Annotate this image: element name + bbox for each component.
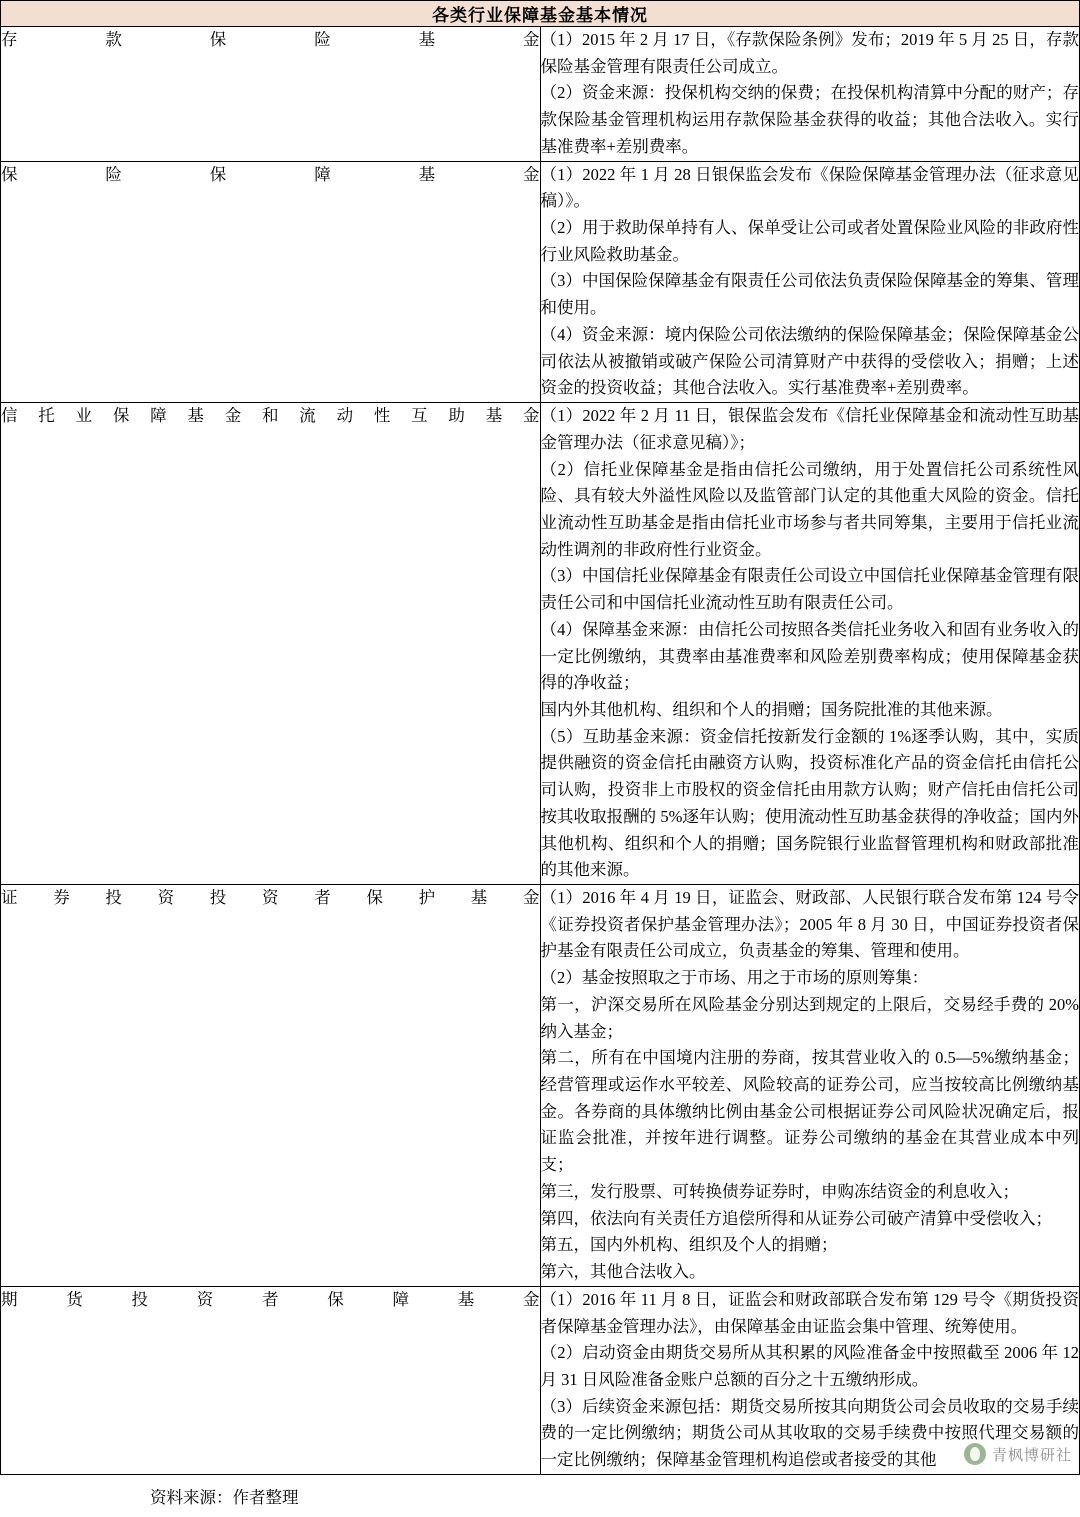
table-row [1,161,1080,402]
content-paragraph: 第二，所有在中国境内注册的券商，按其营业收入的 0.5—5%缴纳基金；经营管理或运作水平较差、风险较高的证券公司，应当按较高比例缴纳基金。各券商的具体缴纳比例由基金公司根据证券公司风险状况确定后，报证监会批准，并按年进行调整。证券公司缴纳的基金在其营业成本中列支； [540,1048,1079,1175]
table-row [1,885,1080,1287]
row-label-deposit-insurance-fund [1,27,541,162]
content-paragraph: 第六，其他合法收入。 [540,1262,706,1282]
source-note: 资料来源：作者整理 [150,1487,299,1507]
row-label-trust-security-fund [1,403,541,885]
row-label-text: 证券投资投资者保护基金 [1,888,540,907]
content-paragraph: （1）2015 年 2 月 17 日，《存款保险条例》发布；2019 年 5 月 25 日，存款保险基金管理有限责任公司成立。 [540,30,1079,76]
content-paragraph: （3）中国信托业保障基金有限责任公司设立中国信托业保障基金管理有限责任公司和中国信托业流动性互助有限责任公司。 [540,566,1079,613]
content-paragraph: （2）资金来源：投保机构交纳的保费；在投保机构清算中分配的财产；存款保险基金管理机构运用存款保险基金获得的收益；其他合法收入。实行基准费率+差别费率。 [540,83,1079,156]
row-label-text: 期货投资者保障基金 [1,1289,540,1309]
row-label-text: 存款保险基金 [1,30,540,49]
row-label-securities-investor-protection-fund [1,885,541,1287]
table-row [1,1286,1080,1474]
table-title-row [1,1,1080,27]
content-paragraph: （2）信托业保障基金是指由信托公司缴纳，用于处置信托公司系统性风险、具有较大外溢性风险以及监管部门认定的其他重大风险的资金。信托业流动性互助基金是指由信托业市场参与者共同筹集，主要用于信托业流动性调剂的非政府性行业资金。 [540,459,1079,559]
page-title: 各类行业保障基金基本情况 [1,1,1080,27]
content-paragraph: （5）互助基金来源：资金信托按新发行金额的 1%逐季认购，其中，实质提供融资的资金信托由融资方认购，投资标准化产品的资金信托由信托公司认购，投资非上市股权的资金信托由用款方认购；财产信托由信托公司按其收取报酬的 5%逐年认购；使用流动性互助基金获得的净收益；国内外其他机构、组织和个人的捐赠；国务院银行业监督管理机构和财政部批准的其他来源。 [540,726,1079,880]
row-label-futures-investor-security-fund [1,1286,541,1474]
content-paragraph: 第一，沪深交易所在风险基金分别达到规定的上限后，交易经手费的 20%纳入基金； [540,994,1079,1041]
table-row [1,27,1080,162]
content-paragraph: （4）资金来源：境内保险公司依法缴纳的保险保障基金；保险保障基金公司依法从被撤销或破产保险公司清算财产中获得的受偿收入；捐赠；上述资金的投资收益；其他合法收入。实行基准费率+差别费率。 [540,324,1079,398]
table-row [1,403,1080,885]
row-label-insurance-security-fund [1,161,541,402]
content-paragraph: （2）基金按照取之于市场、用之于市场的原则筹集： [540,968,929,988]
row-content-securities-investor-protection-fund [540,885,1080,1287]
content-paragraph: （3）中国保险保障基金有限责任公司依法负责保险保障基金的筹集、管理和使用。 [540,271,1079,318]
content-paragraph: （4）保障基金来源：由信托公司按照各类信托业务收入和固有业务收入的一定比例缴纳，其费率由基准费率和风险差别费率构成；使用保障基金获得的净收益； [540,619,1079,693]
content-paragraph: （2）用于救助保单持有人、保单受让公司或者处置保险业风险的非政府性行业风险救助基金。 [540,218,1079,264]
content-paragraph: （3）后续资金来源包括：期货交易所按其向期货公司会员收取的交易手续费的一定比例缴纳；期货公司从其收取的交易手续费中按照代理交易额的一定比例缴纳；保障基金管理机构追偿或者接受的其他 [540,1396,1079,1470]
row-content-insurance-security-fund [540,161,1080,402]
content-paragraph: （1）2016 年 4 月 19 日，证监会、财政部、人民银行联合发布第 124 号令《证券投资者保护基金管理办法》；2005 年 8 月 30 日，中国证券投资者保护基金有限责任公司成立，负责基金的筹集、管理和使用。 [540,888,1079,961]
content-paragraph: 国内外其他机构、组织和个人的捐赠；国务院批准的其他来源。 [540,699,1003,719]
row-label-text: 信托业保障基金和流动性互助基金 [1,406,540,426]
row-content-futures-investor-security-fund [540,1286,1080,1474]
row-label-text: 保险保障基金 [1,164,540,184]
content-paragraph: （1）2022 年 1 月 28 日银保监会发布《保险保障基金管理办法（征求意见稿）》。 [540,164,1079,211]
content-paragraph: 第五，国内外机构、组织及个人的捐赠； [540,1235,838,1255]
row-content-trust-security-fund [540,403,1080,885]
watermark-text: 青枫博研社 [991,1446,1072,1464]
content-paragraph: （1）2016 年 11 月 8 日，证监会和财政部联合发布第 129 号令《期货投资者保障基金管理办法》，由保障基金由证监会集中管理、统筹使用。 [540,1289,1079,1336]
row-content-deposit-insurance-fund [540,27,1080,162]
content-paragraph: 第四，依法向有关责任方追偿所得和从证券公司破产清算中受偿收入； [540,1208,1052,1228]
content-paragraph: （1）2022 年 2 月 11 日，银保监会发布《信托业保障基金和流动性互助基金管理办法（征求意见稿）》； [540,406,1079,452]
content-paragraph: （2）启动资金由期货交易所从其积累的风险准备金中按照截至 2006 年 12 月 31 日风险准备金账户总额的百分之十五缴纳形成。 [540,1343,1079,1389]
content-paragraph: 第三，发行股票、可转换债券证券时，申购冻结资金的利息收入； [540,1181,1019,1201]
